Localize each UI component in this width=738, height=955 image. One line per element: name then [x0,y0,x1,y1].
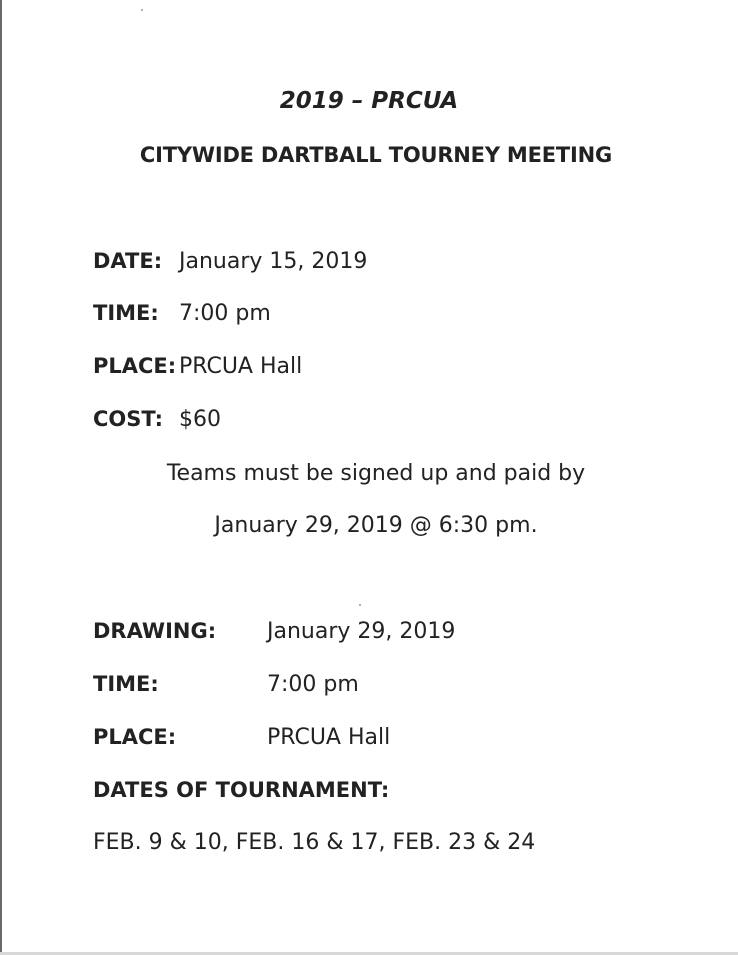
tournament-dates-list: FEB. 9 & 10, FEB. 16 & 17, FEB. 23 & 24 [93,830,536,855]
meeting-place-row [93,354,302,379]
drawing-date-row [93,619,455,644]
meeting-cost-value: $60 [179,407,221,432]
page-title: CITYWIDE DARTBALL TOURNEY MEETING [139,143,613,167]
meeting-date-row [93,249,367,274]
meeting-place-value: PRCUA Hall [179,354,303,379]
meeting-cost-row [93,407,221,432]
drawing-date-value: January 29, 2019 [267,619,456,644]
scan-speck [359,604,361,606]
scan-speck [141,9,143,11]
drawing-place-label: PLACE: [93,725,177,749]
title-year: 2019 – PRCUA [279,88,459,114]
meeting-time-value: 7:00 pm [179,301,271,326]
drawing-time-value: 7:00 pm [267,672,359,697]
drawing-place-row [93,725,390,750]
meeting-place-label: PLACE: [93,354,177,378]
signup-line-1: Teams must be signed up and paid by [166,461,586,486]
meeting-date-value: January 15, 2019 [179,249,368,274]
meeting-time-row [93,301,271,326]
meeting-time-label: TIME: [93,301,159,325]
signup-line-2: January 29, 2019 @ 6:30 pm. [214,513,538,538]
drawing-place-value: PRCUA Hall [267,725,391,750]
drawing-time-row [93,672,359,697]
drawing-time-label: TIME: [93,672,159,696]
tournament-dates-heading: DATES OF TOURNAMENT: [93,778,390,802]
meeting-date-label: DATE: [93,249,163,273]
drawing-date-label: DRAWING: [93,619,217,643]
meeting-cost-label: COST: [93,407,163,431]
